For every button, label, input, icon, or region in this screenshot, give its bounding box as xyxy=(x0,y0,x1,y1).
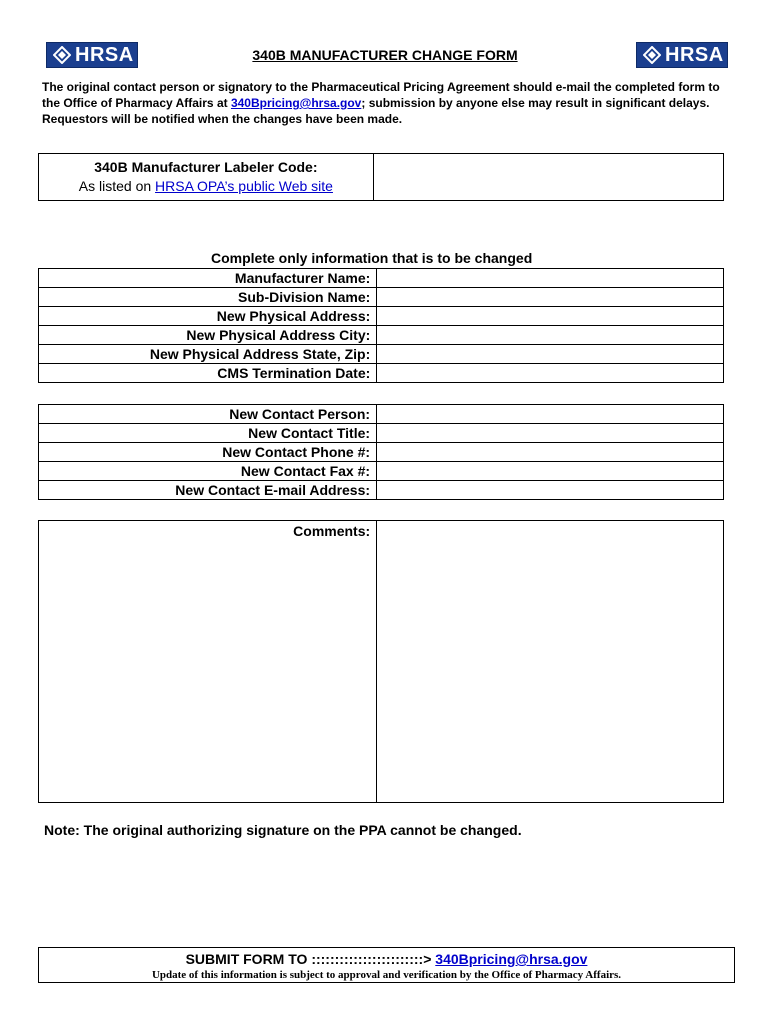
labeler-code-label: 340B Manufacturer Labeler Code: xyxy=(94,159,318,175)
intro-email-link[interactable]: 340Bpricing@hrsa.gov xyxy=(230,96,362,110)
labeler-code-sublabel xyxy=(39,177,373,196)
contact-title-field[interactable] xyxy=(377,424,724,443)
manufacturer-name-field[interactable] xyxy=(377,269,724,288)
field-label: New Contact E-mail Address: xyxy=(39,481,377,500)
intro-text-before: The original contact person or signatory to the Pharmaceutical Pricing Agreement should e-mail the completed form to the Office of Pharmacy Affairs at xyxy=(42,80,720,110)
manufacturer-info-table xyxy=(38,268,724,383)
physical-address-field[interactable] xyxy=(377,307,724,326)
contact-info-table xyxy=(38,404,724,500)
cms-termination-date-field[interactable] xyxy=(377,364,724,383)
submit-footnote: Update of this information is subject to approval and verification by the Office of Pharmacy Affairs. xyxy=(151,969,622,981)
changes-heading: Complete only information that is to be changed xyxy=(211,250,533,266)
field-label: New Contact Fax #: xyxy=(39,462,377,481)
form-title: 340B MANUFACTURER CHANGE FORM xyxy=(252,47,518,63)
signature-note: Note: The original authorizing signature on the PPA cannot be changed. xyxy=(44,822,522,838)
comments-table xyxy=(38,520,724,803)
comments-field[interactable] xyxy=(377,521,724,803)
hrsa-logo-text: HRSA xyxy=(665,44,724,66)
intro-text-after: ; submission by anyone else may result in significant delays. Requestors will be notified when the changes have been made. xyxy=(42,96,710,126)
contact-phone-field[interactable] xyxy=(377,443,724,462)
labeler-sub-prefix: As listed on xyxy=(78,178,156,194)
physical-address-state-zip-field[interactable] xyxy=(377,345,724,364)
labeler-code-table xyxy=(38,153,724,201)
comments-label: Comments: xyxy=(39,521,377,803)
intro-paragraph xyxy=(42,79,732,127)
field-label: New Physical Address City: xyxy=(39,326,377,345)
submit-line xyxy=(39,951,734,967)
contact-email-field[interactable] xyxy=(377,481,724,500)
contact-fax-field[interactable] xyxy=(377,462,724,481)
field-label: New Contact Title: xyxy=(39,424,377,443)
hrsa-logo-text: HRSA xyxy=(75,44,134,66)
submit-arrow: ::::::::::::::::::::::::> xyxy=(311,951,432,967)
field-label: New Physical Address State, Zip: xyxy=(39,345,377,364)
opa-website-link[interactable]: HRSA OPA’s public Web site xyxy=(155,178,333,194)
hrsa-emblem-icon xyxy=(643,46,661,64)
field-label: Sub-Division Name: xyxy=(39,288,377,307)
submit-box xyxy=(38,947,735,983)
sub-division-name-field[interactable] xyxy=(377,288,724,307)
labeler-code-field[interactable] xyxy=(373,154,723,201)
physical-address-city-field[interactable] xyxy=(377,326,724,345)
field-label: Manufacturer Name: xyxy=(39,269,377,288)
submit-email-link[interactable]: 340Bpricing@hrsa.gov xyxy=(435,951,588,967)
field-label: New Contact Phone #: xyxy=(39,443,377,462)
field-label: CMS Termination Date: xyxy=(39,364,377,383)
field-label: New Physical Address: xyxy=(39,307,377,326)
submit-prefix: SUBMIT FORM TO xyxy=(185,951,308,967)
hrsa-logo-right xyxy=(636,42,728,68)
contact-person-field[interactable] xyxy=(377,405,724,424)
labeler-code-label-cell xyxy=(39,154,374,201)
field-label: New Contact Person: xyxy=(39,405,377,424)
